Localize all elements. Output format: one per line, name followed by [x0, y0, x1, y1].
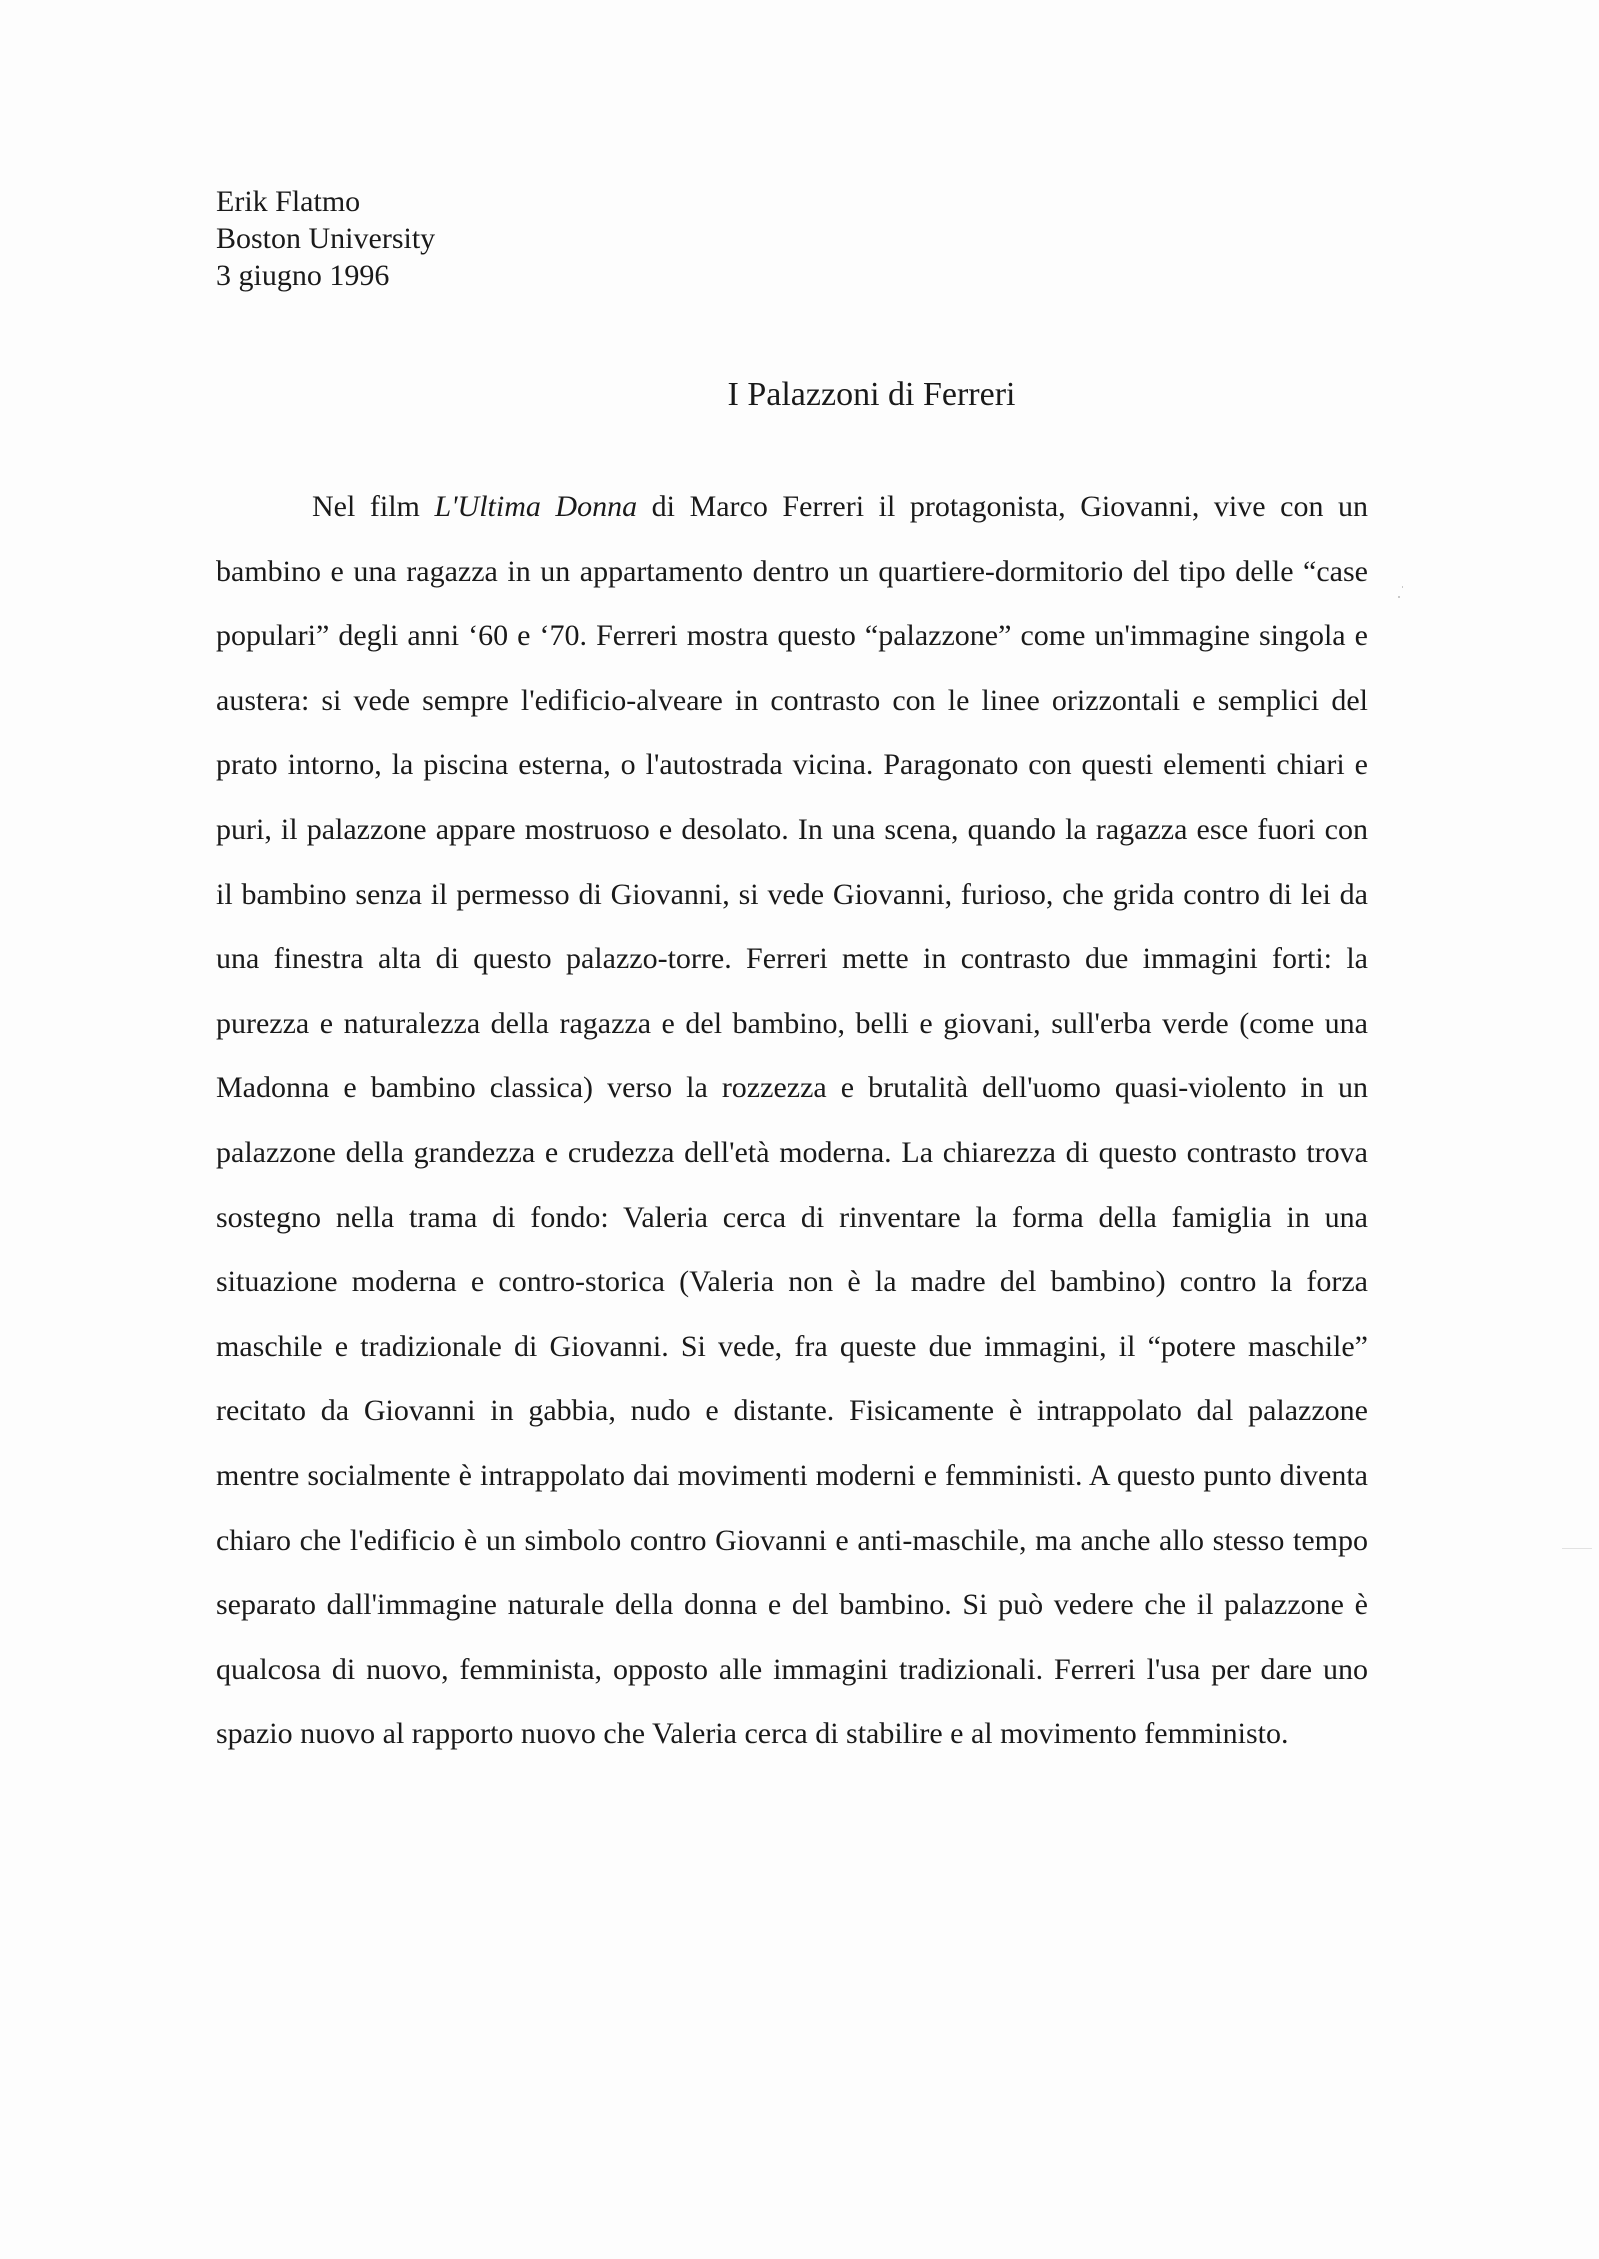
- body-text: di Marco Ferreri il protagonista, Giovanni, vive con un bambino e una ragazza in un appartamento dentro un quartiere-dormitorio del tipo delle “case populari” degli anni ‘60 e ‘70. Ferreri mostra questo “palazzone” come un'immagine singola e austera: si vede sempre l'edificio-alveare in contrasto con le linee orizzontali e semplici del prato intorno, la piscina esterna, o l'autostrada vicina. Paragonato con questi elementi chiari e puri, il palazzone appare mostruoso e desolato. In una scena, quando la ragazza esce fuori con il bambino senza il permesso di Giovanni, si vede Giovanni, furioso, che grida contro di lei da una finestra alta di questo palazzo-torre. Ferreri mette in contrasto due immagini forti: la purezza e naturalezza della ragazza e del bambino, belli e giovani, sull'erba verde (come una Madonna e bambino classica) verso la rozzezza e brutalità dell'uomo quasi-violento in un palazzone della grandezza e crudezza dell'età moderna. La chiarezza di questo contrasto trova sostegno nella trama di fondo: Valeria cerca di rinventare la forma della famiglia in una situazione moderna e contro-storica (Valeria non è la madre del bambino) contro la forza maschile e tradizionale di Giovanni. Si vede, fra queste due immagini, il “potere maschile” recitato da Giovanni in gabbia, nudo e distante. Fisicamente è intrappolato dal palazzone mentre socialmente è intrappolato dai movimenti moderni e femministi. A questo punto diventa chiaro che l'edificio è un simbolo contro Giovanni e anti-maschile, ma anche allo stesso tempo separato dall'immagine naturale della donna e del bambino. Si può vedere che il palazzone è qualcosa di nuovo, femminista, opposto alle immagini tradizionali. Ferreri l'usa per dare uno spazio nuovo al rapporto nuovo che Valeria cerca di stabilire e al movimento femministo.: [216, 490, 1368, 1751]
- document-title: I Palazzoni di Ferreri: [727, 376, 1016, 413]
- scan-speck: [1402, 586, 1403, 588]
- film-title: L'Ultima Donna: [434, 490, 638, 523]
- scan-speck: [1398, 596, 1400, 598]
- document-date: 3 giugno 1996: [216, 259, 390, 292]
- institution: Boston University: [216, 222, 436, 255]
- scan-line: [1562, 1548, 1592, 1549]
- body-paragraph: [216, 475, 1368, 1767]
- header-block: [216, 183, 435, 294]
- body-lead: Nel film: [312, 490, 435, 523]
- author-name: Erik Flatmo: [216, 185, 361, 218]
- document-title-wrapper: [0, 375, 1599, 415]
